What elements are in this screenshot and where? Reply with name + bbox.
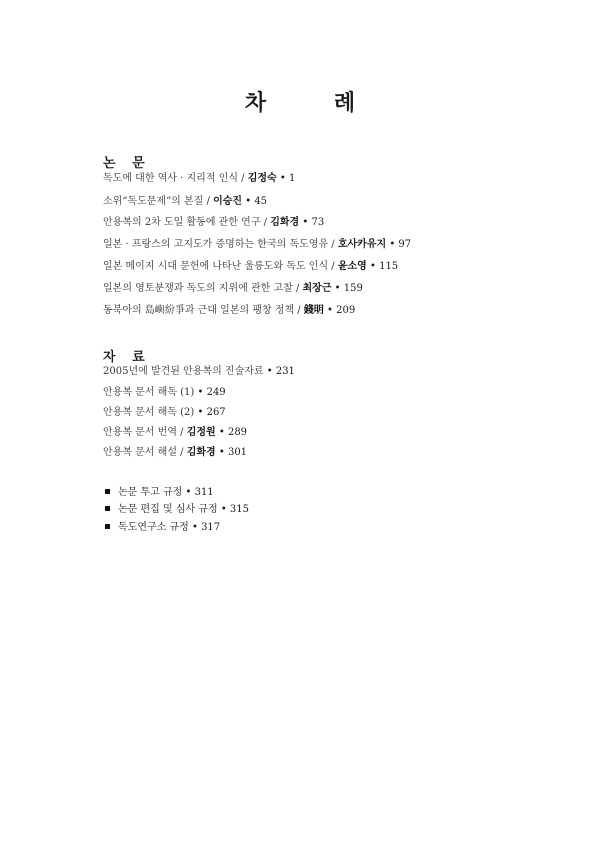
entry-title: 안용복 문서 번역 /	[103, 427, 187, 438]
entry-title: 소위“독도문제”의 본질 /	[103, 196, 214, 207]
entry-title: 안용복 문서 해독 (2)	[103, 407, 195, 418]
entry-author: 윤소영	[337, 261, 367, 272]
appendix-entry[interactable]	[105, 503, 249, 517]
entry-author: 錢明	[303, 305, 324, 316]
entry-title: 안용복 문서 해독 (1)	[103, 387, 195, 398]
toc-entry[interactable]	[103, 216, 324, 230]
entry-author: 김정원	[186, 427, 216, 438]
toc-entry[interactable]	[103, 282, 363, 296]
entry-page: • 249	[194, 387, 226, 398]
entry-title: 일본 메이지 시대 문헌에 나타난 울릉도와 독도 인식 /	[103, 261, 338, 272]
entry-page: • 311	[182, 487, 214, 498]
entry-page: • 315	[217, 504, 249, 515]
entry-page: • 45	[242, 196, 268, 207]
entry-page: • 317	[188, 522, 221, 533]
entry-title: 일본 · 프랑스의 고지도가 증명하는 한국의 독도영유 /	[103, 239, 338, 250]
entry-title: 논문 편집 및 심사 규정	[118, 504, 218, 515]
section-heading-materials: 자 료	[103, 350, 151, 365]
toc-entry[interactable]	[103, 426, 247, 440]
entry-page: • 209	[323, 305, 356, 316]
entry-page: • 231	[263, 366, 295, 377]
entry-page: • 159	[331, 283, 363, 294]
entry-title: 안용복의 2차 도일 활동에 관한 연구 /	[103, 217, 271, 228]
entry-author: 호사카유지	[337, 239, 387, 250]
entry-title: 독도연구소 규정	[118, 522, 189, 533]
section-heading-papers: 논 문	[103, 156, 151, 171]
entry-author: 최장근	[302, 283, 332, 294]
entry-title: 독도에 대한 역사 · 지리적 인식 /	[103, 173, 248, 184]
square-bullet-icon	[105, 489, 110, 494]
entry-page: • 1	[276, 173, 296, 184]
toc-entry[interactable]	[103, 365, 295, 379]
toc-entry[interactable]	[103, 386, 226, 400]
entry-author: 이승진	[213, 196, 243, 207]
entry-page: • 73	[299, 217, 325, 228]
entry-author: 김화경	[270, 217, 300, 228]
entry-page: • 289	[215, 427, 248, 438]
entry-page: • 301	[215, 447, 248, 458]
entry-title: 일본의 영토분쟁과 독도의 지위에 관한 고찰 /	[103, 283, 303, 294]
toc-entry[interactable]	[103, 238, 411, 252]
toc-entry[interactable]	[103, 172, 295, 186]
entry-title: 동북아의 島嶼紛爭과 근대 일본의 팽창 정책 /	[103, 305, 304, 316]
page-title: 차 례	[244, 91, 386, 116]
appendix-entry[interactable]	[105, 486, 214, 500]
entry-title: 안용복 문서 해설 /	[103, 447, 187, 458]
toc-entry[interactable]	[103, 406, 226, 420]
toc-entry[interactable]	[103, 260, 398, 274]
square-bullet-icon	[105, 506, 110, 511]
square-bullet-icon	[105, 524, 110, 529]
entry-page: • 115	[366, 261, 399, 272]
toc-entry[interactable]	[103, 304, 355, 318]
entry-page: • 267	[194, 407, 226, 418]
toc-entry[interactable]	[103, 446, 247, 460]
entry-title: 2005년에 발견된 안용복의 진술자료	[103, 366, 264, 377]
entry-title: 논문 투고 규정	[118, 487, 183, 498]
appendix-entry[interactable]	[105, 521, 220, 535]
entry-author: 김화경	[186, 447, 216, 458]
entry-author: 김정숙	[247, 173, 277, 184]
toc-entry[interactable]	[103, 195, 267, 209]
entry-page: • 97	[386, 239, 412, 250]
